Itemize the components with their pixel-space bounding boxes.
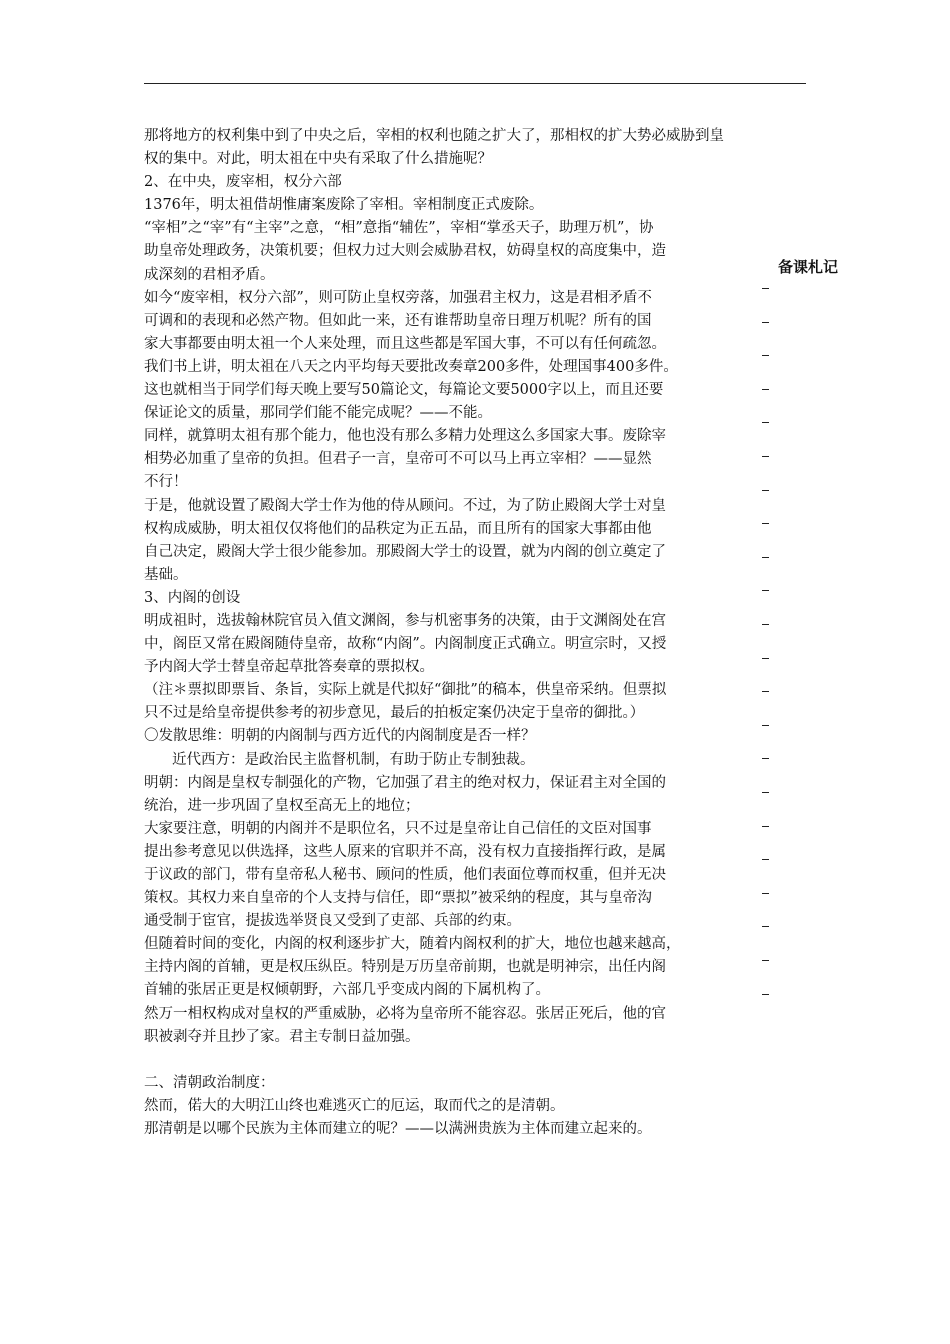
- note-line: [762, 355, 769, 356]
- note-line: [762, 725, 769, 726]
- paragraph: 但随着时间的变化，内阁的权利逐步扩大，随着内阁权利的扩大，地位也越来越高，: [144, 936, 681, 953]
- note-line: [762, 590, 769, 591]
- note-line: [762, 691, 769, 692]
- note-line: [762, 926, 769, 927]
- paragraph: 这也就相当于同学们每天晚上要写50篇论文，每篇论文要5000字以上，而且还要: [144, 382, 664, 399]
- header-rule: [144, 83, 806, 84]
- paragraph: 中，阁臣又常在殿阁随侍皇帝，故称“内阁”。内阁制度正式确立。明宣宗时，又授: [144, 636, 667, 653]
- paragraph: 提出参考意见以供选择，这些人原来的官职并不高，没有权力直接指挥行政，是属: [144, 843, 666, 860]
- note-line: [762, 389, 769, 390]
- section-heading: 3、内阁的创设: [144, 589, 241, 606]
- paragraph: 基础。: [144, 566, 188, 583]
- paragraph: 保证论文的质量，那同学们能不能完成呢？——不能。: [144, 405, 492, 422]
- paragraph: 只不过是给皇帝提供参考的初步意见，最后的拍板定案仍决定于皇帝的御批。）: [144, 705, 645, 722]
- paragraph: 那清朝是以哪个民族为主体而建立的呢？——以满洲贵族为主体而建立起来的。: [144, 1121, 652, 1138]
- paragraph: 明朝：内阁是皇权专制强化的产物，它加强了君主的绝对权力，保证君主对全国的: [144, 774, 666, 791]
- note-line: [762, 523, 769, 524]
- notes-sidebar-title: 备课札记: [778, 258, 839, 276]
- paragraph: 那将地方的权利集中到了中央之后，宰相的权利也随之扩大了，那相权的扩大势必威胁到皇: [144, 128, 724, 144]
- note-line: [762, 893, 769, 894]
- note-line: [762, 322, 769, 323]
- note-line: [762, 859, 769, 860]
- paragraph: 通受制于宦官，提拔选举贤良又受到了吏部、兵部的约束。: [144, 913, 521, 930]
- paragraph: 〇发散思维：明朝的内阁制与西方近代的内阁制度是否一样？: [144, 728, 536, 745]
- paragraph: 大家要注意，明朝的内阁并不是职位名，只不过是皇帝让自己信任的文臣对国事: [144, 820, 652, 837]
- paragraph: “宰相”之“宰”有“主宰”之意，“相”意指“辅佐”，宰相“掌丞天子，助理万机”，协: [144, 220, 654, 237]
- paragraph: 首辅的张居正更是权倾朝野，六部几乎变成内阁的下属机构了。: [144, 982, 550, 999]
- paragraph: 1376年，明太祖借胡惟庸案废除了宰相。宰相制度正式废除。: [144, 197, 544, 214]
- section-heading: 二、清朝政治制度：: [144, 1074, 275, 1091]
- paragraph: 相势必加重了皇帝的负担。但君子一言，皇帝可不可以马上再立宰相？——显然: [144, 451, 652, 468]
- paragraph: 同样，就算明太祖有那个能力，他也没有那么多精力处理这么多国家大事。废除宰: [144, 428, 666, 445]
- note-line: [762, 490, 769, 491]
- note-line: [762, 557, 769, 558]
- paragraph: （注＊票拟即票旨、条旨，实际上就是代拟好“御批”的稿本，供皇帝采纳。但票拟: [144, 682, 667, 699]
- paragraph: 如今“废宰相，权分六部”，则可防止皇权旁落，加强君主权力，这是君相矛盾不: [144, 289, 652, 306]
- paragraph: 于是，他就设置了殿阁大学士作为他的侍从顾问。不过，为了防止殿阁大学士对皇: [144, 497, 666, 514]
- note-line: [762, 624, 769, 625]
- paragraph: 然万一相权构成对皇权的严重威胁，必将为皇帝所不能容忍。张居正死后，他的官: [144, 1005, 666, 1022]
- note-line: [762, 658, 769, 659]
- note-line: [762, 456, 769, 457]
- note-line: [762, 422, 769, 423]
- note-line: [762, 288, 769, 289]
- paragraph: 于议政的部门，带有皇帝私人秘书、顾问的性质，他们表面位尊而权重，但并无决: [144, 867, 666, 883]
- paragraph: 助皇帝处理政务，决策机要；但权力过大则会威胁君权，妨碍皇权的高度集中，造: [144, 243, 666, 260]
- paragraph: 近代西方：是政治民主监督机制，有助于防止专制独裁。: [172, 751, 535, 768]
- paragraph: 然而，偌大的大明江山终也难逃灭亡的厄运，取而代之的是清朝。: [144, 1097, 565, 1114]
- paragraph: 可调和的表现和必然产物。但如此一来，还有谁帮助皇帝日理万机呢？所有的国: [144, 312, 652, 329]
- note-line: [762, 758, 769, 759]
- paragraph: 权的集中。对此，明太祖在中央有采取了什么措施呢？: [144, 151, 492, 168]
- paragraph: 我们书上讲，明太祖在八天之内平均每天要批改奏章200多件，处理国事400多件。: [144, 358, 678, 375]
- paragraph: 自己决定，殿阁大学士很少能参加。那殿阁大学士的设置，就为内阁的创立奠定了: [144, 543, 666, 560]
- paragraph: 予内阁大学士替皇帝起草批答奏章的票拟权。: [144, 659, 434, 676]
- paragraph: 成深刻的君相矛盾。: [144, 266, 275, 283]
- paragraph: 策权。其权力来自皇帝的个人支持与信任，即“票拟”被采纳的程度，其与皇帝沟: [144, 890, 652, 907]
- document-body: [144, 125, 744, 1141]
- paragraph: 明成祖时，选拔翰林院官员入值文渊阁，参与机密事务的决策，由于文渊阁处在宫: [144, 612, 666, 629]
- paragraph: 职被剥夺并且抄了家。君主专制日益加强。: [144, 1028, 420, 1045]
- section-heading: 2、在中央，废宰相，权分六部: [144, 174, 342, 191]
- paragraph: 家大事都要由明太祖一个人来处理，而且这些都是军国大事，不可以有任何疏忽。: [144, 335, 666, 352]
- note-line: [762, 994, 769, 995]
- paragraph: 统治，进一步巩固了皇权至高无上的地位；: [144, 797, 420, 814]
- note-line: [762, 960, 769, 961]
- note-line: [762, 792, 769, 793]
- paragraph: 主持内阁的首辅，更是权压纵臣。特别是万历皇帝前期，也就是明神宗，出任内阁: [144, 959, 666, 976]
- note-line: [762, 826, 769, 827]
- paragraph: 不行！: [144, 474, 188, 491]
- paragraph: 权构成威胁，明太祖仅仅将他们的品秩定为正五品，而且所有的国家大事都由他: [144, 520, 652, 537]
- blank-line: [144, 1049, 744, 1072]
